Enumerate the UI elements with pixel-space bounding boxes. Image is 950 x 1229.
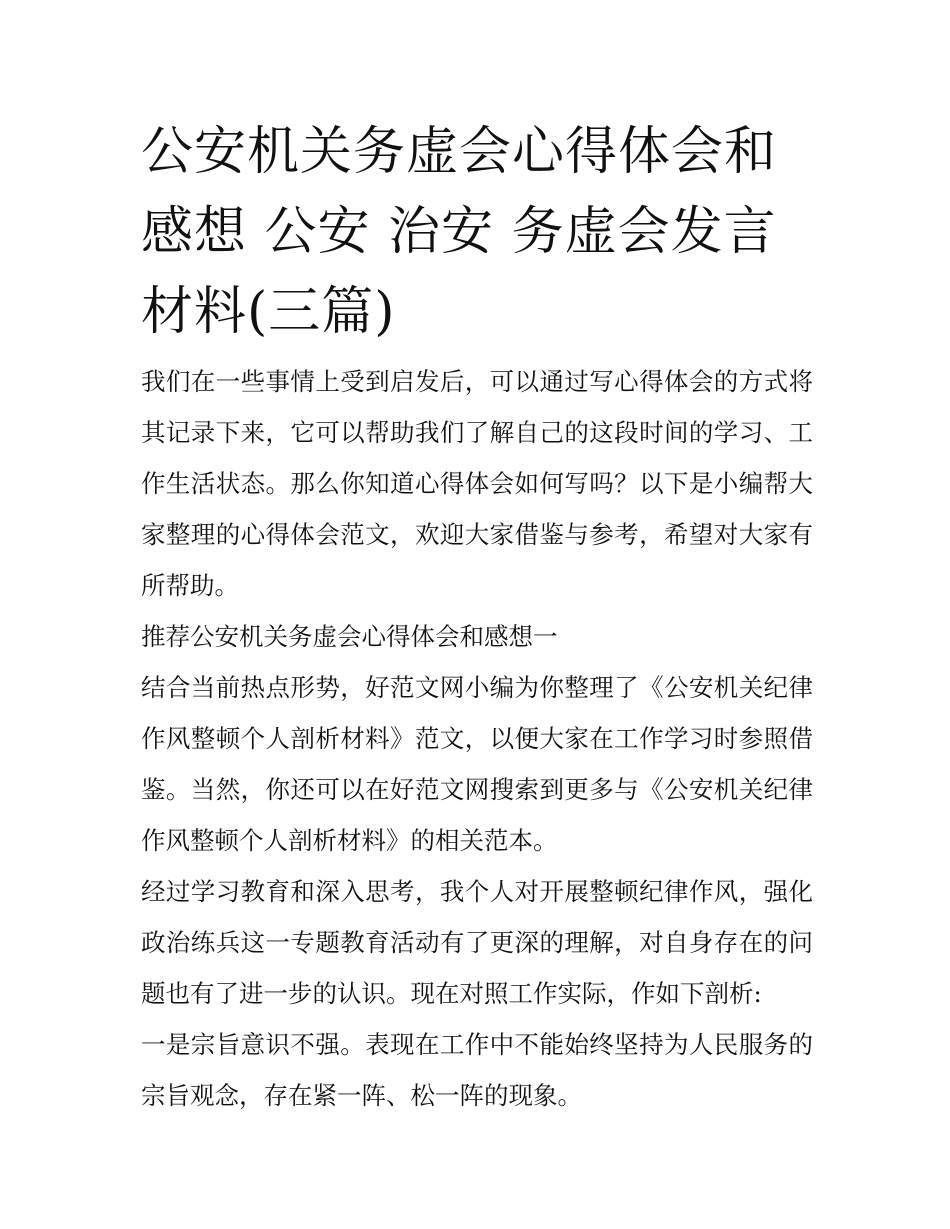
body-paragraph: 一是宗旨意识不强。表现在工作中不能始终坚持为人民服务的宗旨观念，存在紧一阵、松一阵的现象。 — [141, 1030, 813, 1110]
document-page — [141, 112, 813, 1121]
intro-paragraph: 我们在一些事情上受到启发后，可以通过写心得体会的方式将其记录下来，它可以帮助我们了解自己的这段时间的学习、工作生活状态。那么你知道心得体会如何写吗？以下是小编帮大家整理的心得体会范文，欢迎大家借鉴与参考，希望对大家有所帮助。 — [141, 367, 813, 600]
body-paragraph: 结合当前热点形势，好范文网小编为你整理了《公安机关纪律作风整顿个人剖析材料》范文，以便大家在工作学习时参照借鉴。当然，你还可以在好范文网搜索到更多与《公安机关纪律作风整顿个人剖析材料》的相关范本。 — [141, 673, 813, 855]
document-title: 公安机关务虚会心得体会和感想 公安 治安 务虚会发言材料(三篇) — [141, 122, 778, 342]
section-heading: 推荐公安机关务虚会心得体会和感想一 — [141, 622, 558, 651]
body-paragraph: 经过学习教育和深入思考，我个人对开展整顿纪律作风，强化政治练兵这一专题教育活动有了更深的理解，对自身存在的问题也有了进一步的认识。现在对照工作实际，作如下剖析: — [141, 877, 813, 1008]
